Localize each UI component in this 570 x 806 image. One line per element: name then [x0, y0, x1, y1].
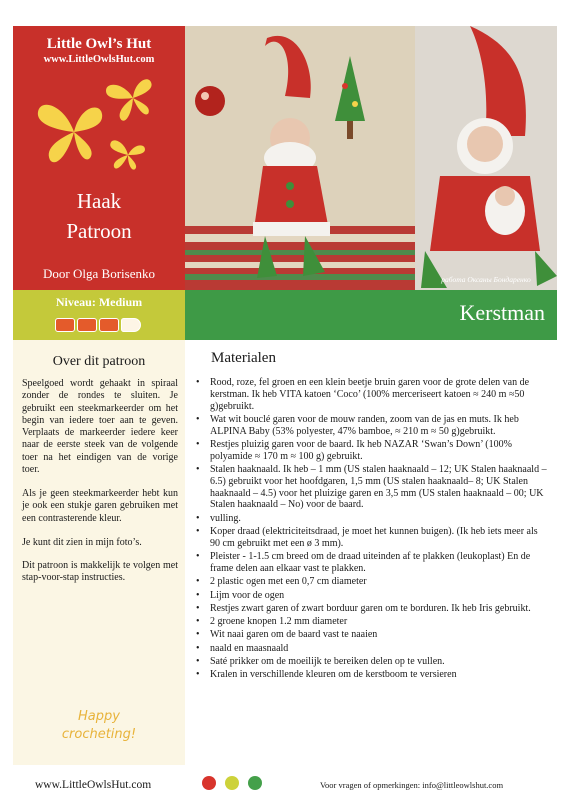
- material-item: • 2 groene knopen 1.2 mm diameter: [196, 616, 548, 628]
- about-paragraph: Je kunt dit zien in mijn foto’s.: [22, 537, 142, 548]
- difficulty-pip-4: [121, 318, 141, 332]
- materials-list: [196, 377, 548, 683]
- material-item: • 2 plastic ogen met een 0,7 cm diameter: [196, 576, 548, 588]
- sign-off-line-1: Happy: [78, 709, 120, 724]
- sign-off-line-2: crocheting!: [61, 727, 137, 742]
- difficulty-level: Niveau: Medium: [55, 295, 143, 309]
- butterflies-logo: [30, 70, 170, 185]
- product-photos: [185, 26, 557, 290]
- product-photos-illustration: [185, 26, 557, 290]
- material-item: • Kralen in verschillende kleuren om de kerstboom te versieren: [196, 669, 548, 681]
- about-paragraph: Dit patroon is makkelijk te volgen met stap-voor-stap instructies.: [22, 560, 178, 584]
- material-item: • Restjes zwart garen of zwart borduur garen om te borduren. Ik heb Iris gebruikt.: [196, 603, 548, 615]
- brand-name: Little Owl’s Hut: [46, 36, 152, 52]
- difficulty-pip-2: [77, 318, 97, 332]
- product-name: Kerstman: [459, 300, 545, 325]
- material-item: • vulling.: [196, 513, 548, 525]
- difficulty-meter: [55, 318, 145, 332]
- happy-crocheting: [13, 708, 185, 744]
- material-item: • Wit naai garen om de baard vast te naaien: [196, 629, 548, 641]
- material-item: • Stalen haaknaald. Ik heb – 1 mm (US stalen haaknaald – 12; UK Stalen haaknaald – 6.5) gebruikt voor het hoofdgaren, 1,5 mm (US stalen haaknaald– 8; UK Stalen haaknaald – 4.5) voor het pluizige garen en 3,5 mm (US stalen haaknaald – 00; UK Stalen haaknaald – No) voor de baard.: [196, 464, 548, 511]
- butterfly-small-icon: [107, 140, 146, 172]
- difficulty-pip-1: [55, 318, 75, 332]
- photo-credit: работа Оксаны Бондаренко: [441, 275, 531, 284]
- difficulty-pip-3: [99, 318, 119, 332]
- material-item: • Rood, roze, fel groen en een klein beetje bruin garen voor de grote delen van de kerstman. Ik heb VITA katoen ‘Coco’ (100% merceriseert katoen ≈ 240 m ≈50 g)gebruikt.: [196, 377, 548, 412]
- footer-url[interactable]: www.LittleOwlsHut.com: [35, 779, 152, 791]
- pattern-type-heading: [13, 186, 185, 246]
- footer-contact: Voor vragen of opmerkingen: info@littleowlshut.com: [320, 780, 504, 790]
- author-credit: Door Olga Borisenko: [43, 266, 155, 281]
- material-item: • Pleister - 1-1.5 cm breed om de draad uiteinden af te plakken (leukoplast) En de frame delen aan elkaar vast te plakken.: [196, 551, 548, 575]
- about-title: Over dit patroon: [52, 354, 146, 369]
- materials-title: Materialen: [211, 350, 276, 366]
- material-item: • Saté prikker om de moeilijk te bereiken delen op te vullen.: [196, 656, 548, 668]
- pattern-type-line-1: Haak: [76, 189, 122, 213]
- footer-dot-red: [202, 776, 216, 790]
- about-paragraph: Als je geen steekmarkeerder hebt kun je ook een stukje garen gebruiken met een contrasterende kleur.: [22, 488, 178, 524]
- material-item: • Wat wit bouclé garen voor de mouw randen, zoom van de jas en muts. Ik heb ALPINA Baby (53% polyester, 47% bamboe, ≈ 210 m ≈ 50 g)gebruikt.: [196, 414, 548, 438]
- footer-dot-green: [248, 776, 262, 790]
- butterfly-large-icon: [38, 105, 102, 163]
- material-item: • Restjes pluizig garen voor de baard. Ik heb NAZAR ‘Swan’s Down’ (100% polyamide ≈ 170 m ≈ 100 g) gebruikt.: [196, 439, 548, 463]
- material-item: • Lijm voor de ogen: [196, 590, 548, 602]
- about-paragraph: Speelgoed wordt gehaakt in spiraal zonder de rondes te sluiten. Je gebruikt een steekmarkeerder om het begin van iedere toer aan te geven. Verplaats de markeerder iedere keer naar de eerste steek van de volgende toer na het eindigen van de vorige toer.: [22, 378, 178, 476]
- brand-url: www.LittleOwlsHut.com: [43, 54, 155, 65]
- material-item: • Koper draad (elektriciteitsdraad, je moet het kunnen buigen). (Ik heb iets meer als 90 cm gebruikt met een ø 3 mm).: [196, 526, 548, 550]
- butterfly-top-icon: [105, 77, 158, 123]
- material-item: • naald en maasnaald: [196, 643, 548, 655]
- pattern-type-line-2: Patroon: [66, 219, 132, 243]
- footer-dot-yellow: [225, 776, 239, 790]
